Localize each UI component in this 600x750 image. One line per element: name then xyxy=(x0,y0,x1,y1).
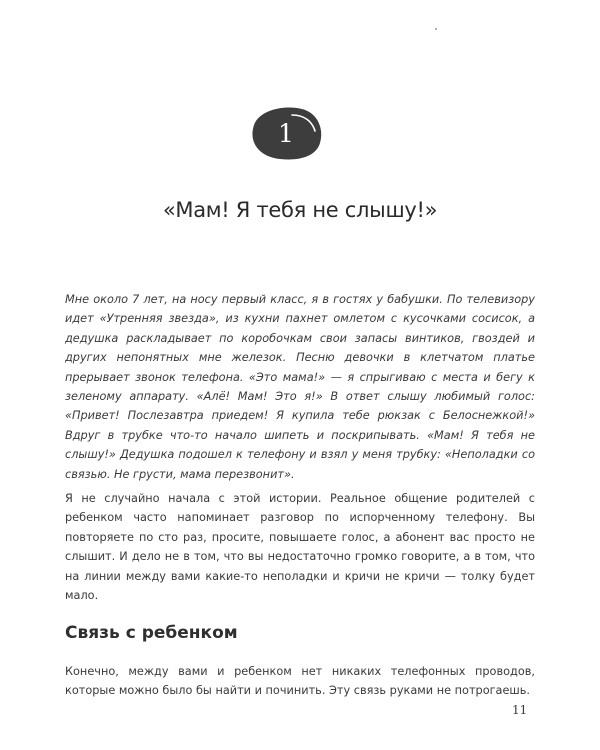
intro-paragraph: Мне около 7 лет, на носу первый класс, я в гостях у бабушки. По телевизору идет «Утренняя звезда», из кухни пахнет омлетом с кусочками сосисок, а дедушка раскладывает по коробочкам свои запасы винтиков, гвоздей и других непонятных мне железок. Песню девочки в клетчатом платье прерывает звонок телефона. «Это мама!» — я спрыгиваю с места и бегу к зеленому аппарату. «Алё! Мам! Это я!» В ответ слышу любимый голос: «Привет! Послезавтра приедем! Я купила тебе рюкзак с Белоснежкой!» Вдруг в трубке что-то начало шипеть и поскрипывать. «Мам! Я тебя не слышу!» Дедушка подошел к телефону и взял у меня трубку: «Неполадки со связью. Не грусти, мама перезвонит». xyxy=(65,293,535,481)
chapter-number: 1 xyxy=(278,118,294,148)
print-dot xyxy=(435,28,437,30)
chapter-title: «Мам! Я тебя не слышу!» xyxy=(162,198,438,222)
page-number: 11 xyxy=(512,703,528,717)
body-paragraph: Я не случайно начала с этой истории. Реальное общение родителей с ребенком часто напоминает разговор по испорченному телефону. Вы повторяете по сто раз, просите, повышаете голос, а абонент вас просто не слышит. И дело не в том, что вы недостаточно громко говорите, а в том, что на линии между вами какие-то неполадки и кричи не кричи — толку будет мало. xyxy=(65,492,535,603)
body-paragraph: Конечно, между вами и ребенком нет никаких телефонных проводов, которые можно было бы найти и починить. Эту связь руками не потрогаешь. xyxy=(65,665,535,698)
chapter-badge xyxy=(246,103,326,163)
section-heading: Связь с ребенком xyxy=(65,623,238,643)
